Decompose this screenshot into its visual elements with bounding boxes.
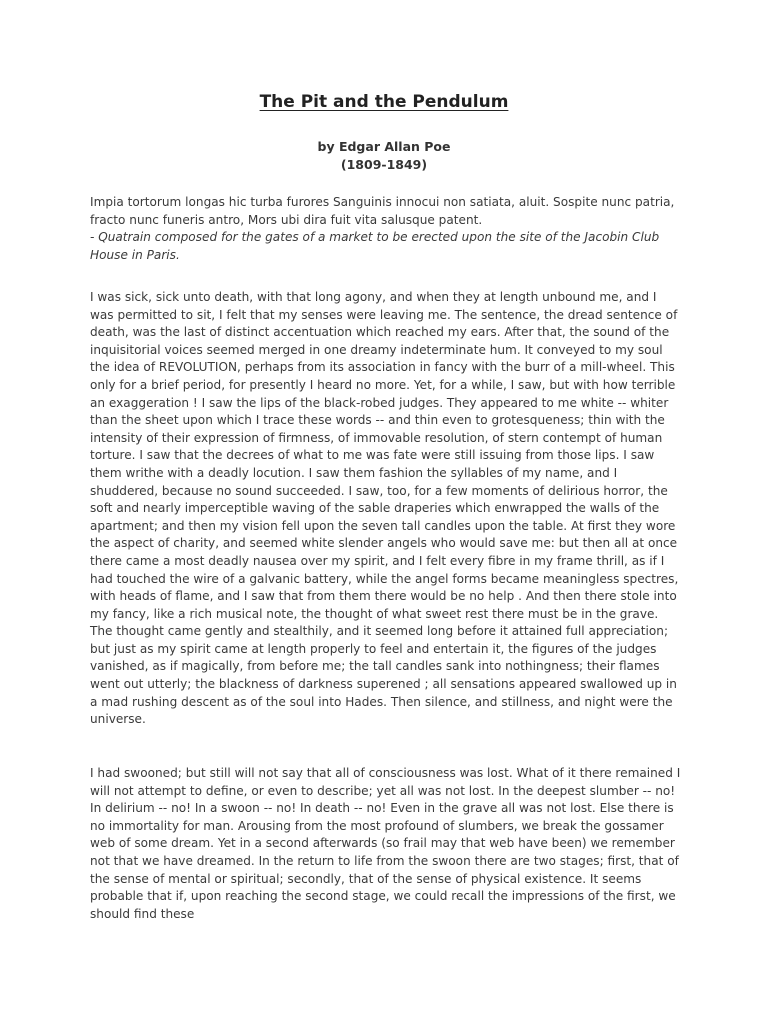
epigraph-attribution: - Quatrain composed for the gates of a market to be erected upon the site of the Jacobin Club House in Paris. bbox=[90, 230, 660, 262]
author-dates: (1809-1849) bbox=[340, 157, 428, 172]
paragraph-text: I had swooned; but still will not say that all of consciousness was lost. What of it there remained I will not attempt to define, or even to describe; yet all was not lost. In the deepest slumber -- no! In delirium -- no! In a swoon -- no! In death -- no! Even in the grave all was not lost. Else there is no immortality for man. Arousing from the most profound of slumbers, we break the gossamer web of some dream. Yet in a second afterwards (so frail may that web have been) we remember not that we have dreamed. In the return to life from the swoon there are two stages; first, that of the sense of mental or spiritual; secondly, that of the sense of physical existence. It seems probable that if, upon reaching the second stage, we could recall the impressions of the first, we should find these bbox=[90, 766, 681, 921]
paragraph-1 bbox=[90, 289, 682, 729]
document-title: The Pit and the Pendulum bbox=[259, 92, 509, 112]
paragraph-2 bbox=[90, 765, 682, 923]
epigraph-latin: Impia tortorum longas hic turba furores Sanguinis innocui non satiata, aluit. Sospite nunc patria, fracto nunc funeris antro, Mors ubi dira fuit vita salusque patent. bbox=[90, 195, 675, 227]
epigraph bbox=[90, 194, 682, 264]
byline bbox=[0, 138, 768, 174]
paragraph-text: I was sick, sick unto death, with that long agony, and when they at length unbound me, and I was permitted to sit, I felt that my senses were leaving me. The sentence, the dread sentence of death, was the last of distinct accentuation which reached my ears. After that, the sound of the inquisitorial voices seemed merged in one dreamy indeterminate hum. It conveyed to my soul the idea of REVOLUTION, perhaps from its association in fancy with the burr of a mill-wheel. This only for a brief period, for presently I heard no more. Yet, for a while, I saw, but with how terrible an exaggeration ! I saw the lips of the black-robed judges. They appeared to me white -- whiter than the sheet upon which I trace these words -- and thin even to grotesqueness; thin with the intensity of their expression of firmness, of immovable resolution, of stern contempt of human torture. I saw that the decrees of what to me was fate were still issuing from those lips. I saw them writhe with a deadly locution. I saw them fashion the syllables of my name, and I shuddered, because no sound succeeded. I saw, too, for a few moments of delirious horror, the soft and nearly imperceptible waving of the sable draperies which enwrapped the walls of the apartment; and then my vision fell upon the seven tall candles upon the table. At first they wore the aspect of charity, and seemed white slender angels who would save me: but then all at once there came a most deadly nausea over my spirit, and I felt every fibre in my frame thrill, as if I had touched the wire of a galvanic battery, while the angel forms became meaningless spectres, with heads of flame, and I saw that from them there would be no help . And then there stole into my fancy, like a rich musical note, the thought of what sweet rest there must be in the grave. The thought came gently and stealthily, and it seemed long before it attained full appreciation; but just as my spirit came at length properly to feel and entertain it, the figures of the judges vanished, as if magically, from before me; the tall candles sank into nothingness; their flames went out utterly; the blackness of darkness superened ; all sensations appeared swallowed up in a mad rushing descent as of the soul into Hades. Then silence, and stillness, and night were the universe. bbox=[90, 290, 679, 727]
author-line: by Edgar Allan Poe bbox=[317, 139, 451, 154]
